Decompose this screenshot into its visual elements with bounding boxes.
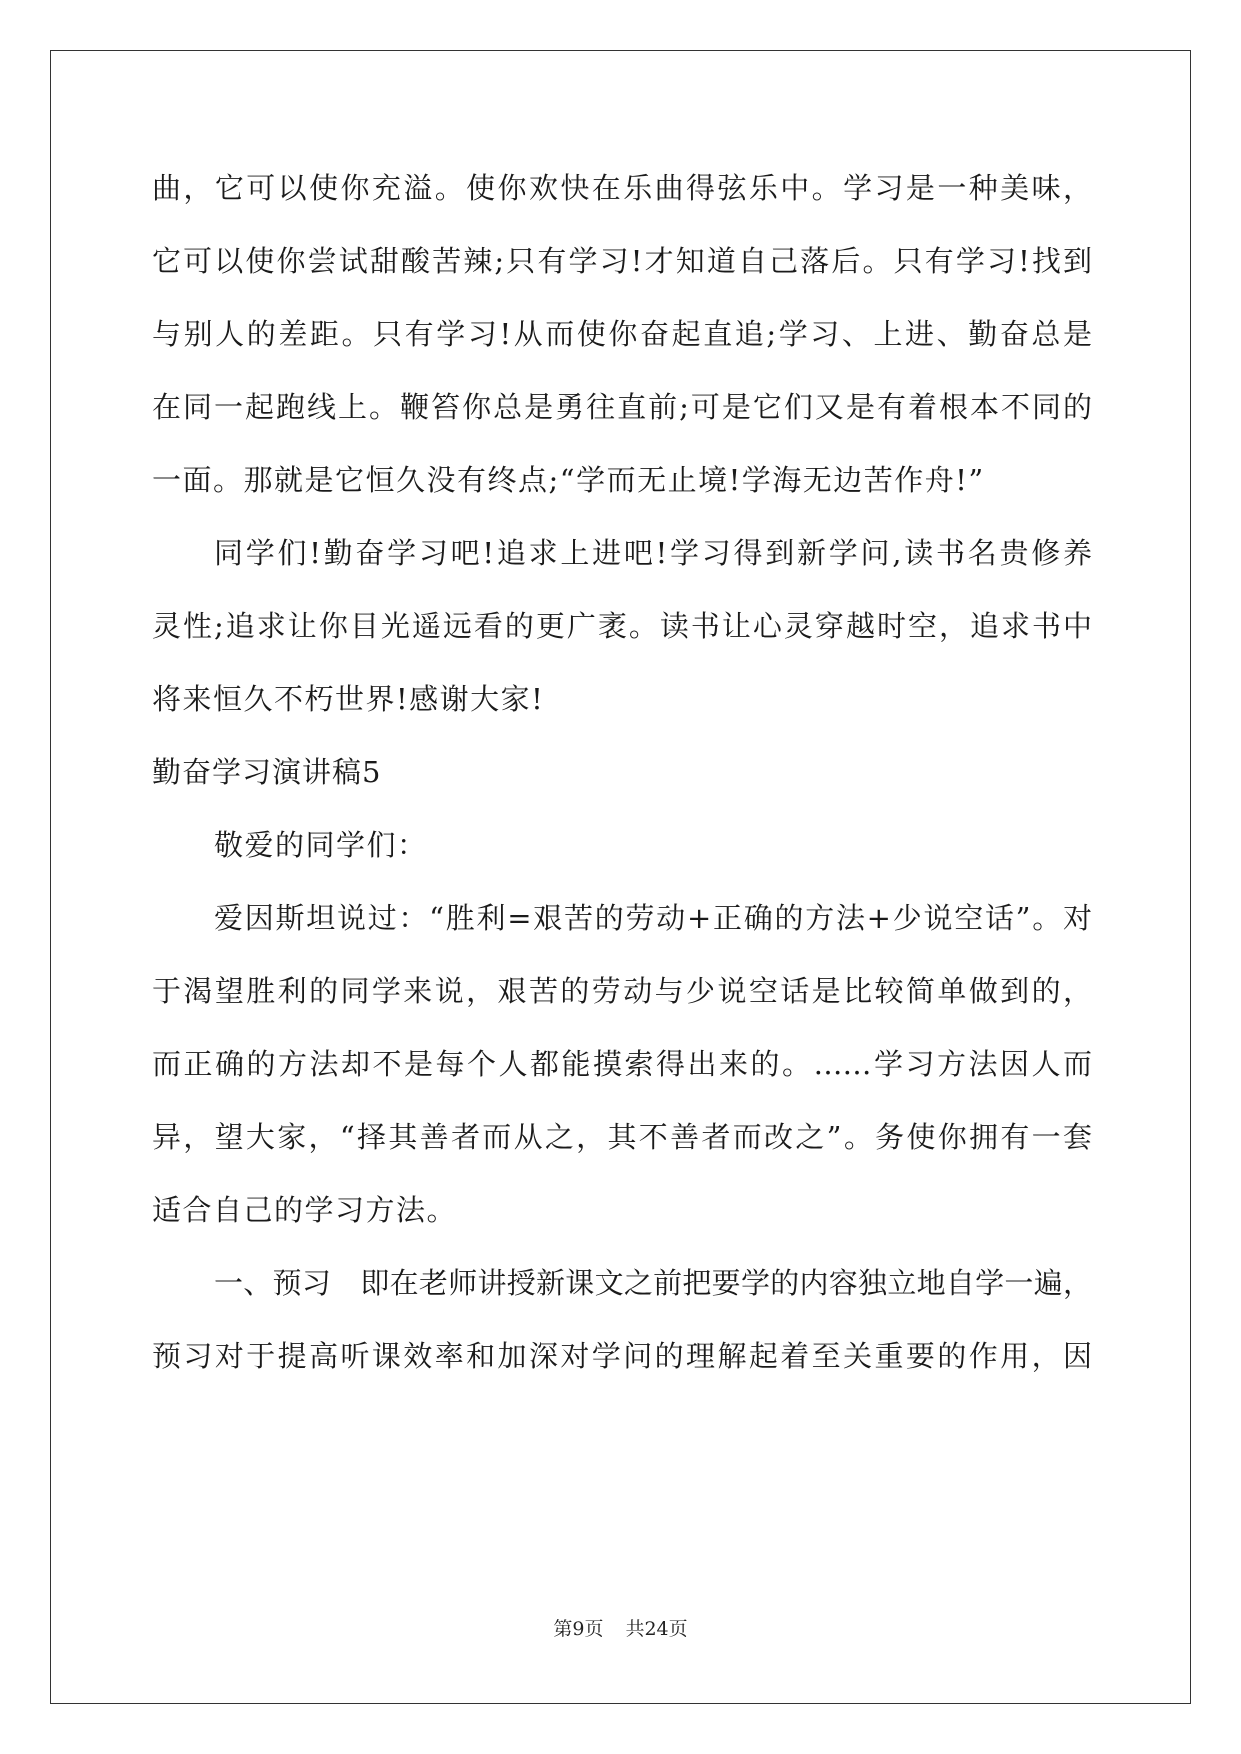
page-number: 第9页	[553, 1618, 604, 1640]
paragraph-line: 于渴望胜利的同学来说，艰苦的劳动与少说空话是比较简单做到的，	[152, 974, 1092, 1008]
paragraph-line: 预习对于提高听课效率和加深对学问的理解起着至关重要的作用，因	[152, 1339, 1092, 1373]
page-total: 共24页	[625, 1618, 688, 1640]
paragraph-line: 同学们!勤奋学习吧!追求上进吧!学习得到新学问,读书名贵修养	[214, 536, 1092, 570]
page-border	[50, 50, 1191, 1704]
paragraph-line: 曲，它可以使你充溢。使你欢快在乐曲得弦乐中。学习是一种美味，	[152, 171, 1092, 205]
page-footer	[0, 1617, 1241, 1641]
paragraph-line: 与别人的差距。只有学习!从而使你奋起直追;学习、上进、勤奋总是	[152, 317, 1092, 351]
paragraph-line: 将来恒久不朽世界!感谢大家!	[152, 682, 545, 716]
paragraph-line: 而正确的方法却不是每个人都能摸索得出来的。……学习方法因人而	[152, 1047, 1092, 1081]
paragraph-line: 异，望大家，“择其善者而从之，其不善者而改之”。务使你拥有一套	[152, 1120, 1092, 1154]
section-heading: 勤奋学习演讲稿5	[152, 755, 382, 789]
paragraph-line: 一、预习 即在老师讲授新课文之前把要学的内容独立地自学一遍，	[214, 1266, 1092, 1300]
paragraph-line: 适合自己的学习方法。	[152, 1193, 458, 1227]
paragraph-line: 灵性;追求让你目光遥远看的更广袤。读书让心灵穿越时空，追求书中	[152, 609, 1092, 643]
paragraph-line: 它可以使你尝试甜酸苦辣;只有学习!才知道自己落后。只有学习!找到	[152, 244, 1092, 278]
paragraph-line: 一面。那就是它恒久没有终点;“学而无止境!学海无边苦作舟!”	[152, 463, 985, 497]
paragraph-line: 在同一起跑线上。鞭笞你总是勇往直前;可是它们又是有着根本不同的	[152, 390, 1092, 424]
salutation: 敬爱的同学们：	[214, 828, 428, 862]
paragraph-line: 爱因斯坦说过：“胜利=艰苦的劳动+正确的方法+少说空话”。对	[214, 901, 1092, 935]
